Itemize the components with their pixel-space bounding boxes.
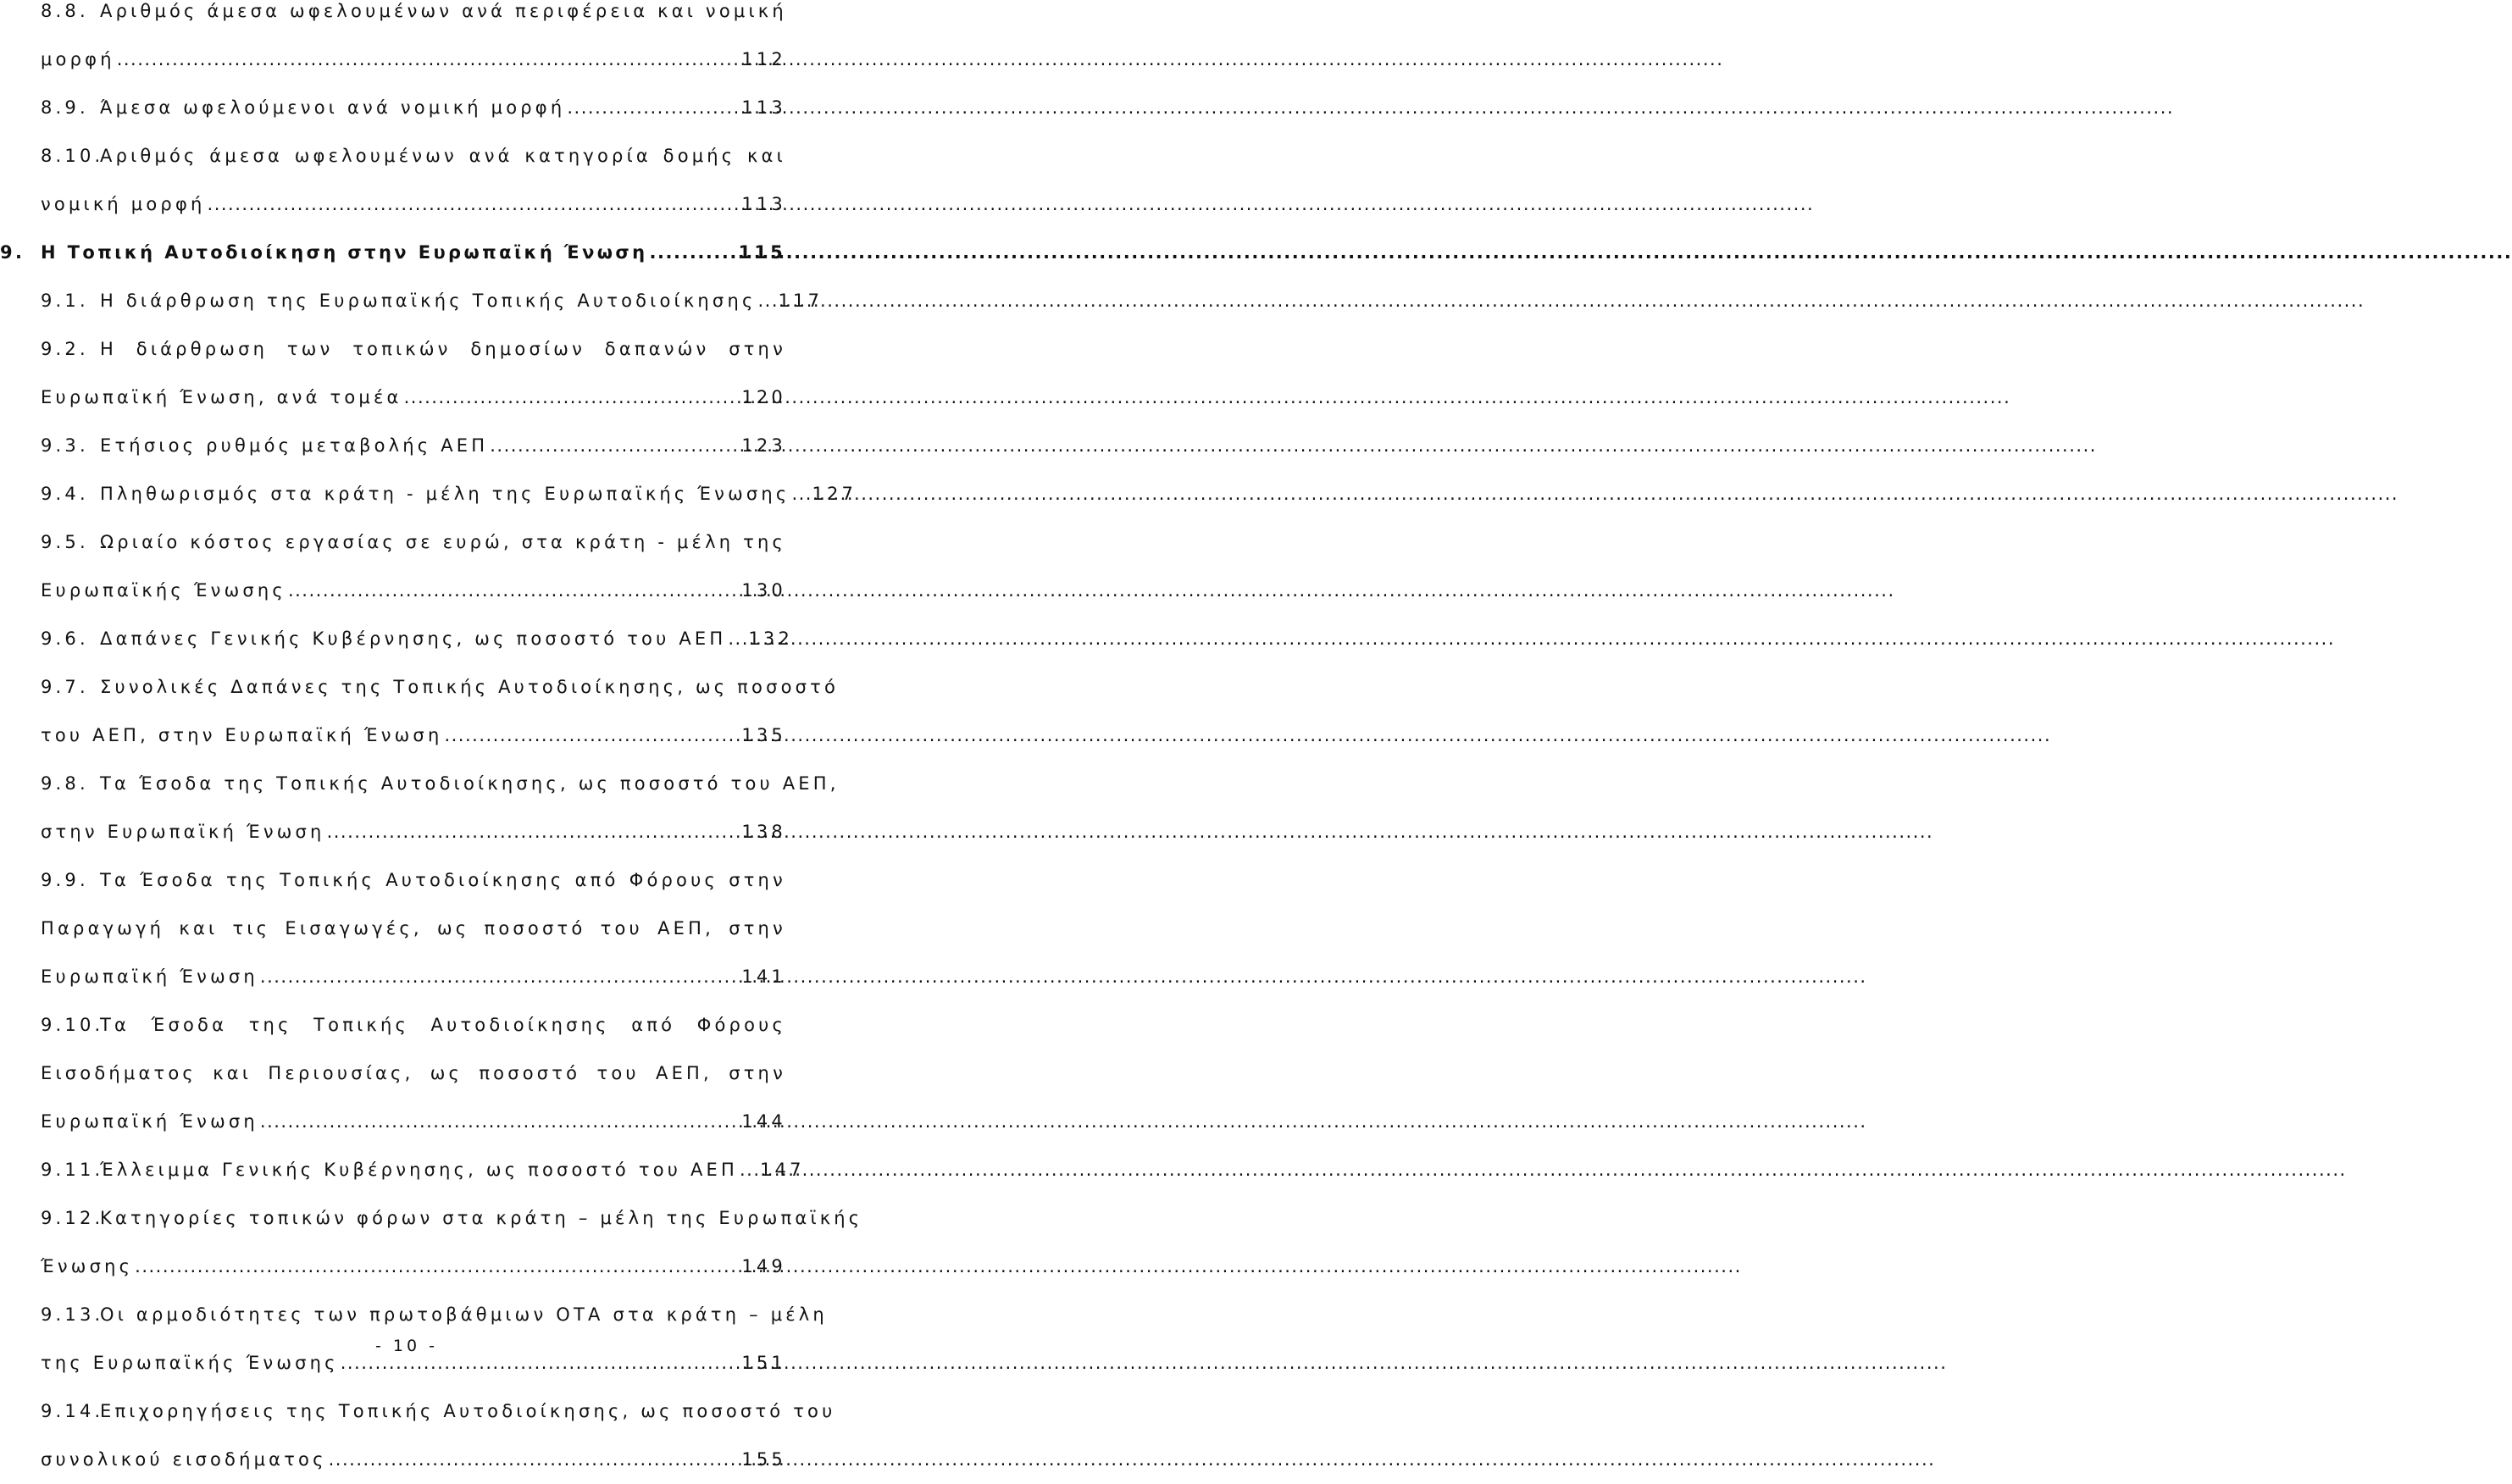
toc-entry-title-cont: της Ευρωπαϊκής Ένωσης <box>41 1353 339 1373</box>
toc-entry-8-8[interactable] <box>41 0 786 36</box>
toc-entry-9-12-continuation[interactable] <box>41 1243 786 1291</box>
toc-page-number: 149 <box>741 1256 786 1276</box>
toc-entry-9-12[interactable] <box>41 1194 863 1243</box>
toc-entry-title: Οι αρμοδιότητες των πρωτοβάθμιων ΟΤΑ στα κράτη – μέλη <box>100 1304 828 1325</box>
toc-page-number: 147 <box>760 1160 805 1180</box>
toc-page-number: 132 <box>748 628 794 649</box>
toc-entry-number: 9.9. <box>41 870 89 890</box>
toc-entry-9-9-continuation-2[interactable] <box>41 953 786 1001</box>
toc-page-number: 155 <box>741 1449 786 1470</box>
toc-entry-8-10-continuation[interactable] <box>41 180 786 229</box>
leader-dots <box>757 277 774 325</box>
toc-entry-9-9-continuation[interactable] <box>41 905 786 953</box>
toc-entry-number: 9.7. <box>41 677 89 697</box>
toc-entry-9-9[interactable] <box>41 856 786 905</box>
toc-entry-9-10-continuation-2[interactable] <box>41 1098 786 1146</box>
toc-entry-9-1[interactable] <box>41 277 823 325</box>
toc-entry-number: 9.8. <box>41 773 89 794</box>
leader-dots <box>288 567 738 615</box>
toc-page-number: 113 <box>741 97 786 118</box>
toc-entry-number: 9.10. <box>41 1015 104 1035</box>
toc-entry-9-5[interactable] <box>41 518 786 567</box>
toc-entry-title: Έλλειμμα Γενικής Κυβέρνησης, ως ποσοστό του ΑΕΠ <box>100 1160 738 1180</box>
toc-entry-title: Η διάρθρωση της Ευρωπαϊκής Τοπικής Αυτοδιοίκησης <box>100 291 757 311</box>
leader-dots <box>208 180 739 229</box>
toc-entry-8-9[interactable] <box>41 84 786 132</box>
toc-page-number: 141 <box>741 966 786 987</box>
leader-dots <box>740 1146 757 1194</box>
toc-page-number: 120 <box>741 387 786 407</box>
toc-entry-number: 9.4. <box>41 484 89 504</box>
toc-entry-title: Κατηγορίες τοπικών φόρων στα κράτη – μέλη της Ευρωπαϊκής <box>100 1208 863 1228</box>
leader-dots <box>567 84 738 132</box>
toc-entry-title: Ετήσιος ρυθμός μεταβολής ΑΕΠ <box>100 435 489 456</box>
toc-entry-9-10[interactable] <box>41 1001 786 1049</box>
toc-entry-title-cont: Ένωσης <box>41 1256 134 1276</box>
toc-entry-number: 9. <box>0 242 25 263</box>
toc-entry-number: 9.12. <box>41 1208 104 1228</box>
page-number-footer: - 10 - <box>375 1337 438 1355</box>
toc-entry-title-cont: Παραγωγή και τις Εισαγωγές, ως ποσοστό του ΑΕΠ, στην <box>41 918 786 939</box>
toc-entry-9-2[interactable] <box>41 325 786 374</box>
toc-page-number: 117 <box>778 291 823 311</box>
toc-entry-title: Δαπάνες Γενικής Κυβέρνησης, ως ποσοστό του ΑΕΠ <box>100 628 727 649</box>
toc-entry-title: Ωριαίο κόστος εργασίας σε ευρώ, στα κράτη - μέλη της <box>100 532 786 552</box>
toc-page-number: 135 <box>741 725 786 745</box>
toc-entry-number: 8.10. <box>41 146 104 166</box>
leader-dots <box>490 422 738 470</box>
toc-page-number: 112 <box>741 49 786 69</box>
leader-dots <box>791 470 808 518</box>
toc-entry-title-cont: στην Ευρωπαϊκή Ένωση <box>41 822 325 842</box>
toc-entry-9-7-continuation[interactable] <box>41 712 786 760</box>
toc-entry-8-8-continuation[interactable] <box>41 36 786 84</box>
leader-dots <box>135 1243 738 1291</box>
toc-entry-9-6[interactable] <box>41 615 794 663</box>
toc-entry-title: Τα Έσοδα της Τοπικής Αυτοδιοίκησης από Φόρους στην <box>100 870 786 890</box>
leader-dots <box>260 1098 738 1146</box>
toc-entry-title: Τα Έσοδα της Τοπικής Αυτοδιοίκησης, ως ποσοστό του ΑΕΠ, <box>100 773 840 794</box>
leader-dots <box>260 953 738 1001</box>
leader-dots <box>404 374 739 422</box>
toc-page-number: 144 <box>741 1111 786 1132</box>
toc-entry-number: 9.5. <box>41 532 89 552</box>
toc-entry-title: Αριθμός άμεσα ωφελουμένων ανά κατηγορία δομής και <box>100 146 786 166</box>
toc-entry-title-cont: Ευρωπαϊκή Ένωση <box>41 966 258 987</box>
toc-entry-title-cont: συνολικού εισοδήματος <box>41 1449 327 1470</box>
toc-entry-title: Συνολικές Δαπάνες της Τοπικής Αυτοδιοίκησης, ως ποσοστό <box>100 677 840 697</box>
toc-entry-number: 9.11. <box>41 1160 104 1180</box>
toc-entry-title-cont: νομική μορφή <box>41 194 206 214</box>
toc-entry-title-cont: Ευρωπαϊκή Ένωση <box>41 1111 258 1132</box>
leader-dots <box>327 808 739 856</box>
toc-page-number: 123 <box>741 435 786 456</box>
toc-entry-9-14[interactable] <box>41 1387 836 1436</box>
toc-entry-9-7[interactable] <box>41 663 840 712</box>
toc-entry-title-cont: μορφή <box>41 49 115 69</box>
toc-entry-9-8[interactable] <box>41 760 840 808</box>
toc-entry-number: 8.8. <box>41 1 89 21</box>
toc-entry-title: Επιχορηγήσεις της Τοπικής Αυτοδιοίκησης, ως ποσοστό του <box>100 1401 836 1421</box>
table-of-contents <box>0 0 863 1484</box>
toc-entry-number: 9.14. <box>41 1401 104 1421</box>
toc-entry-number: 9.6. <box>41 628 89 649</box>
leader-dots <box>117 36 739 84</box>
toc-entry-9-13[interactable] <box>41 1291 828 1339</box>
toc-entry-title-cont: Ευρωπαϊκής Ένωσης <box>41 580 286 601</box>
toc-entry-title: Αριθμός άμεσα ωφελουμένων ανά περιφέρεια και νομική <box>100 1 787 21</box>
leader-dots <box>650 229 735 277</box>
toc-entry-title: Άμεσα ωφελούμενοι ανά νομική μορφή <box>100 97 566 118</box>
toc-entry-9-11[interactable] <box>41 1146 805 1194</box>
toc-entry-number: 9.1. <box>41 291 89 311</box>
toc-page-number: 115 <box>738 242 786 263</box>
toc-page-number: 127 <box>812 484 857 504</box>
toc-entry-title-cont: Ευρωπαϊκή Ένωση, ανά τομέα <box>41 387 402 407</box>
toc-entry-9-4[interactable] <box>41 470 857 518</box>
toc-entry-number: 9.2. <box>41 339 89 359</box>
toc-entry-title: Πληθωρισμός στα κράτη - μέλη της Ευρωπαϊκής Ένωσης <box>100 484 790 504</box>
leader-dots <box>728 615 745 663</box>
toc-entry-title: Η διάρθρωση των τοπικών δημοσίων δαπανών στην <box>100 339 786 359</box>
toc-page-number: 151 <box>741 1353 786 1373</box>
toc-chapter-9[interactable] <box>0 229 786 277</box>
toc-entry-9-14-continuation[interactable] <box>41 1436 786 1484</box>
toc-page-number: 138 <box>741 822 786 842</box>
toc-entry-9-8-continuation[interactable] <box>41 808 786 856</box>
leader-dots <box>444 712 738 760</box>
toc-entry-9-5-continuation[interactable] <box>41 567 786 615</box>
toc-entry-9-2-continuation[interactable] <box>41 374 786 422</box>
toc-entry-title: Τα Έσοδα της Τοπικής Αυτοδιοίκησης από Φόρους <box>100 1015 786 1035</box>
toc-entry-8-10[interactable] <box>41 132 786 180</box>
toc-entry-title: Η Τοπική Αυτοδιοίκηση στην Ευρωπαϊκή Ένωση <box>41 242 648 263</box>
toc-page-number: 130 <box>741 580 786 601</box>
leader-dots <box>329 1436 739 1484</box>
toc-entry-title-cont: του ΑΕΠ, στην Ευρωπαϊκή Ένωση <box>41 725 443 745</box>
toc-entry-9-3[interactable] <box>41 422 786 470</box>
toc-entry-9-10-continuation[interactable] <box>41 1049 786 1098</box>
toc-entry-number: 9.13. <box>41 1304 104 1325</box>
toc-entry-number: 9.3. <box>41 435 89 456</box>
toc-page-number: 113 <box>741 194 786 214</box>
toc-entry-title-cont: Εισοδήματος και Περιουσίας, ως ποσοστό του ΑΕΠ, στην <box>41 1063 786 1083</box>
toc-entry-number: 8.9. <box>41 97 89 118</box>
